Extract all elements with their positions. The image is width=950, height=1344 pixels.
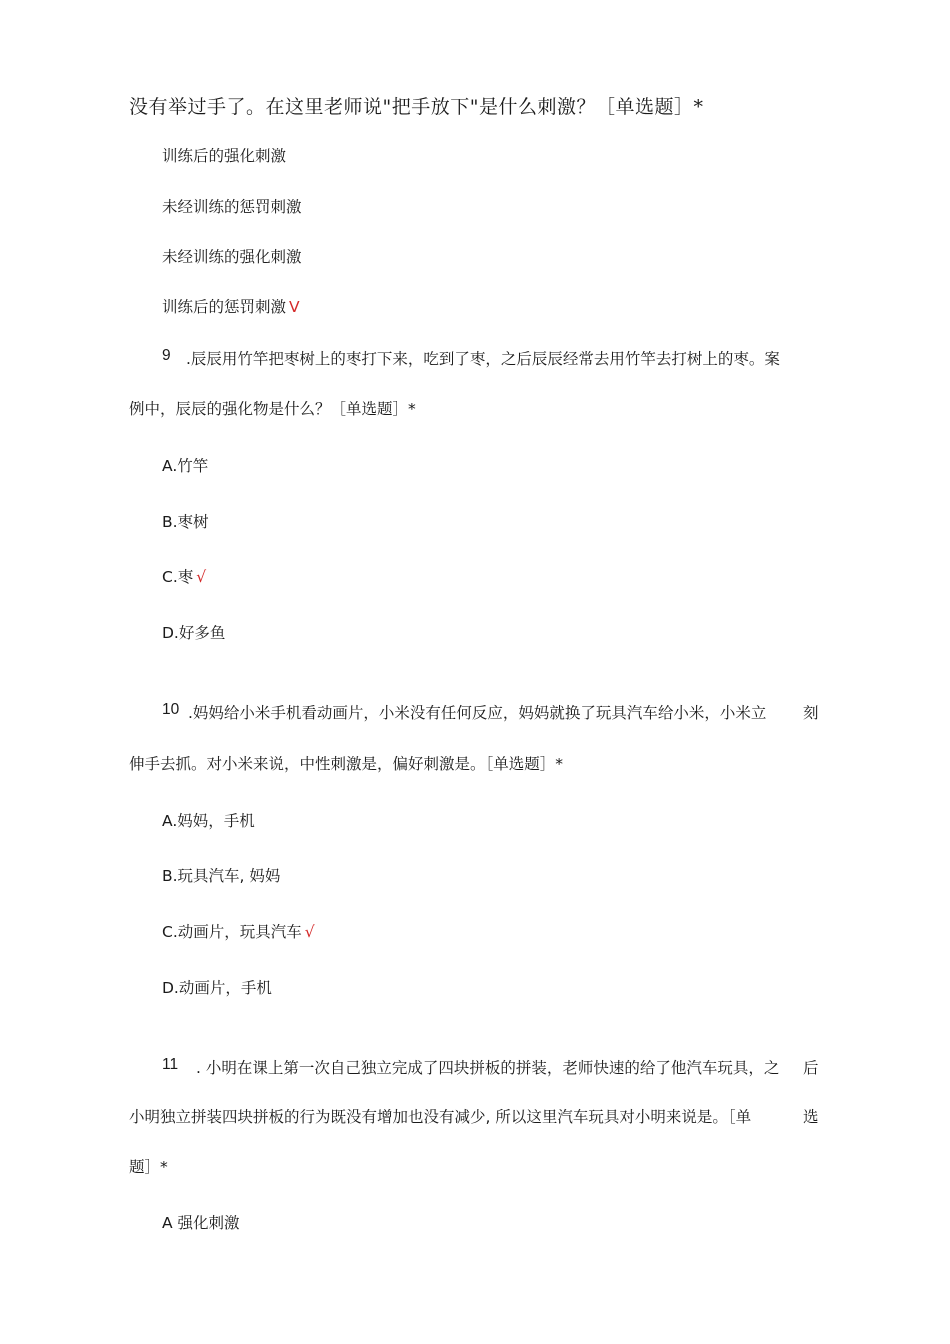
correct-mark: V <box>289 298 300 316</box>
option-text: D.好多鱼 <box>162 624 226 642</box>
option-text: 未经训练的强化刺激 <box>162 248 302 266</box>
option-text: D.动画片，手机 <box>162 979 272 997</box>
q10-stem-line2: 伸手去抓。对小米来说，中性刺激是，偏好刺激是。［单选题］* <box>129 755 564 773</box>
q8-option-4[interactable] <box>162 295 300 317</box>
q8-stem-tail: 没有举过手了。在这里老师说"把手放下"是什么刺激？［单选题］* <box>129 96 704 118</box>
q11-option-a[interactable] <box>162 1211 240 1233</box>
q10-stem-line1-end: 刻 <box>803 704 819 722</box>
q9-option-a[interactable] <box>162 454 208 476</box>
option-text: B.玩具汽车, 妈妈 <box>162 867 281 885</box>
option-text: C.动画片，玩具汽车 <box>162 923 302 941</box>
q11-stem-line2-end: 选 <box>803 1108 819 1126</box>
correct-mark: √ <box>304 923 315 941</box>
option-text: A 强化刺激 <box>162 1214 240 1232</box>
option-text: 未经训练的惩罚刺激 <box>162 198 302 216</box>
q9-option-d[interactable] <box>162 621 225 643</box>
option-text: B.枣树 <box>162 513 209 531</box>
q11-stem-line1-end: 后 <box>803 1059 819 1077</box>
q9-stem-line1: .辰辰用竹竿把枣树上的枣打下来，吃到了枣，之后辰辰经常去用竹竿去打树上的枣。案 <box>186 350 780 368</box>
q11-stem-line2: 小明独立拼装四块拼板的行为既没有增加也没有减少, 所以这里汽车玩具对小明来说是。［单 <box>129 1108 752 1126</box>
q11-number: 11 <box>162 1056 179 1073</box>
q9-stem-line2: 例中，辰辰的强化物是什么？［单选题］* <box>129 400 416 418</box>
q10-option-d[interactable] <box>162 976 272 998</box>
q8-option-1[interactable] <box>162 144 286 166</box>
q8-option-3[interactable] <box>162 245 302 267</box>
q10-number: 10 <box>162 701 180 718</box>
option-text: C.枣 <box>162 568 194 586</box>
q9-number: 9 <box>162 347 171 364</box>
q8-option-2[interactable] <box>162 195 302 217</box>
q11-stem-line3: 题］* <box>129 1158 168 1176</box>
q10-option-a[interactable] <box>162 809 255 831</box>
option-text: 训练后的强化刺激 <box>162 147 287 165</box>
q10-option-b[interactable] <box>162 864 280 886</box>
q10-stem-line1: .妈妈给小米手机看动画片，小米没有任何反应，妈妈就换了玩具汽车给小米，小米立 <box>188 704 767 722</box>
q11-stem-line1: . 小明在课上第一次自己独立完成了四块拼板的拼装，老师快速的给了他汽车玩具，之 <box>196 1059 780 1077</box>
option-text: A.妈妈，手机 <box>162 812 255 830</box>
option-text: 训练后的惩罚刺激 <box>162 298 287 316</box>
q9-option-b[interactable] <box>162 510 209 532</box>
q10-option-c[interactable] <box>162 920 315 942</box>
option-text: A.竹竿 <box>162 457 209 475</box>
correct-mark: √ <box>196 568 207 586</box>
q9-option-c[interactable] <box>162 565 206 587</box>
